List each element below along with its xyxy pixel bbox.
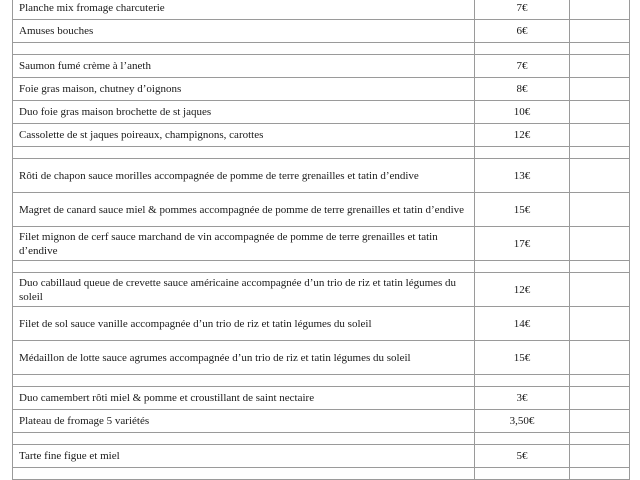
empty-cell xyxy=(570,159,630,193)
menu-price-table xyxy=(12,0,630,480)
empty-cell xyxy=(570,101,630,124)
table-row xyxy=(13,387,630,410)
item-price: 13€ xyxy=(475,159,570,193)
empty-cell xyxy=(570,387,630,410)
item-name: Cassolette de st jaques poireaux, champignons, carottes xyxy=(13,124,475,147)
item-price: 7€ xyxy=(475,55,570,78)
item-price: 17€ xyxy=(475,227,570,261)
separator-row xyxy=(13,433,630,445)
table-row xyxy=(13,341,630,375)
table-row xyxy=(13,0,630,20)
table-row xyxy=(13,55,630,78)
empty-cell xyxy=(570,193,630,227)
table-row xyxy=(13,20,630,43)
table-row xyxy=(13,410,630,433)
item-name: Planche mix fromage charcuterie xyxy=(13,0,475,20)
item-name: Duo camembert rôti miel & pomme et croustillant de saint nectaire xyxy=(13,387,475,410)
table-row xyxy=(13,159,630,193)
item-price: 15€ xyxy=(475,193,570,227)
empty-cell xyxy=(570,341,630,375)
empty-cell xyxy=(570,273,630,307)
separator-row xyxy=(13,43,630,55)
item-price: 12€ xyxy=(475,273,570,307)
item-price: 5€ xyxy=(475,445,570,468)
item-name: Médaillon de lotte sauce agrumes accompagnée d’un trio de riz et tatin légumes du soleil xyxy=(13,341,475,375)
table-row xyxy=(13,307,630,341)
empty-cell xyxy=(570,55,630,78)
table-row xyxy=(13,78,630,101)
item-price: 15€ xyxy=(475,341,570,375)
table-row xyxy=(13,124,630,147)
empty-cell xyxy=(570,307,630,341)
item-name: Amuses bouches xyxy=(13,20,475,43)
table-row xyxy=(13,193,630,227)
separator-row xyxy=(13,261,630,273)
item-name: Rôti de chapon sauce morilles accompagnée de pomme de terre grenailles et tatin d’endive xyxy=(13,159,475,193)
separator-row xyxy=(13,147,630,159)
empty-cell xyxy=(570,445,630,468)
separator-row xyxy=(13,375,630,387)
empty-cell xyxy=(570,124,630,147)
item-name: Plateau de fromage 5 variétés xyxy=(13,410,475,433)
item-name: Tarte fine figue et miel xyxy=(13,445,475,468)
empty-cell xyxy=(570,227,630,261)
item-price: 8€ xyxy=(475,78,570,101)
empty-cell xyxy=(570,0,630,20)
item-price: 3€ xyxy=(475,387,570,410)
table-row xyxy=(13,273,630,307)
item-name: Foie gras maison, chutney d’oignons xyxy=(13,78,475,101)
table-row xyxy=(13,445,630,468)
empty-cell xyxy=(570,410,630,433)
item-name: Filet mignon de cerf sauce marchand de vin accompagnée de pomme de terre grenailles et tatin d’endive xyxy=(13,227,475,261)
item-name: Duo cabillaud queue de crevette sauce américaine accompagnée d’un trio de riz et tatin légumes du soleil xyxy=(13,273,475,307)
item-price: 14€ xyxy=(475,307,570,341)
empty-cell xyxy=(570,20,630,43)
item-price: 12€ xyxy=(475,124,570,147)
item-price: 6€ xyxy=(475,20,570,43)
item-name: Filet de sol sauce vanille accompagnée d’un trio de riz et tatin légumes du soleil xyxy=(13,307,475,341)
separator-row xyxy=(13,468,630,480)
item-price: 3,50€ xyxy=(475,410,570,433)
table-row xyxy=(13,227,630,261)
empty-cell xyxy=(570,78,630,101)
item-name: Saumon fumé crème à l’aneth xyxy=(13,55,475,78)
item-name: Magret de canard sauce miel & pommes accompagnée de pomme de terre grenailles et tatin d’endive xyxy=(13,193,475,227)
item-price: 10€ xyxy=(475,101,570,124)
item-price: 7€ xyxy=(475,0,570,20)
item-name: Duo foie gras maison brochette de st jaques xyxy=(13,101,475,124)
table-row xyxy=(13,101,630,124)
